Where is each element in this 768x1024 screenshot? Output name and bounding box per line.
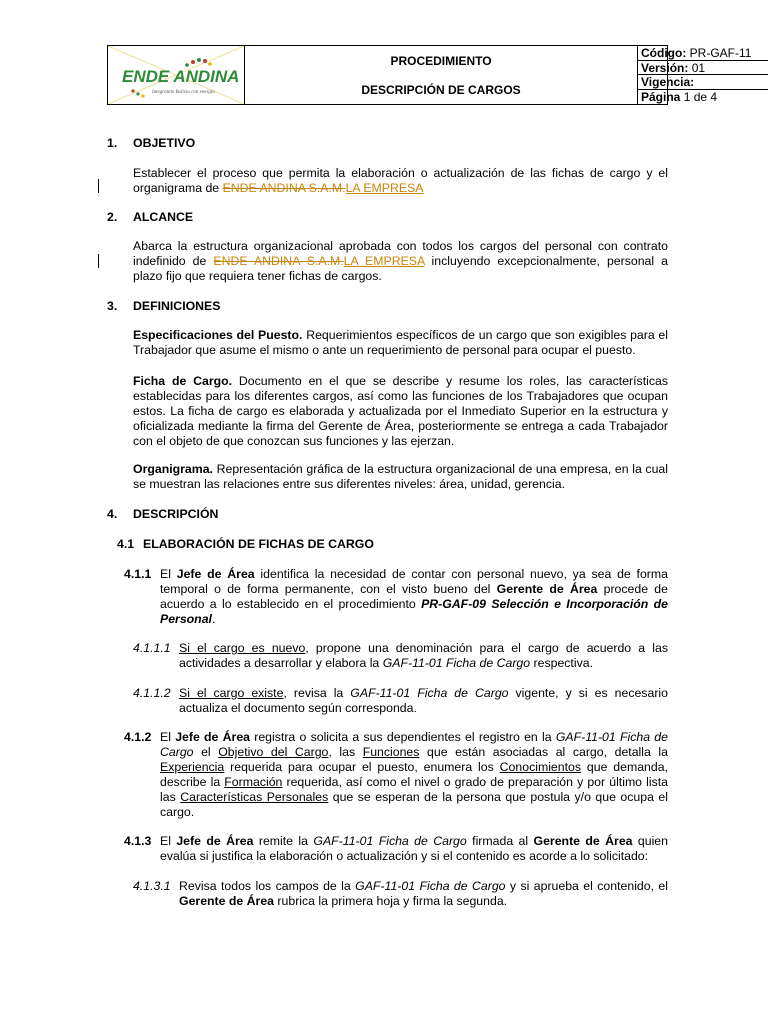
definition-ficha-de-cargo: Ficha de Cargo. Documento en el que se describe y resume los roles, las características establecidas para los diferentes cargos, así como las funciones de los Trabajadores que ocupan estos. La ficha de cargo es elaborada y actualizada por el Inmediato Superior en la estructura y oficializada mediante la firma del Gerente de Área, posteriormente se entrega a cada Trabajador con el objeto de que conozcan sus funciones y las ejerzan.	[133, 374, 668, 448]
document-title-cell	[245, 46, 638, 104]
section-3-title: DEFINICIONES	[133, 299, 221, 313]
section-4-number: 4.	[107, 507, 118, 521]
item-4-1-1-text: El Jefe de Área identifica la necesidad de contar con personal nuevo, ya sea de forma temporal o de forma permanente, con el visto bueno del Gerente de Área procede de acuerdo a lo establecido en el procedimiento PR-GAF-09 Selección e Incorporación de Personal.	[160, 567, 668, 626]
logo-graphic	[108, 46, 244, 104]
item-4-1-1-number: 4.1.1	[124, 567, 152, 581]
section-2-title: ALCANCE	[133, 210, 194, 224]
definition-especificaciones: Especificaciones del Puesto. Requerimientos específicos de un cargo que son exigibles para el Trabajador que asume el mismo o ante un requerimiento de personal para ocupar el puesto.	[133, 328, 669, 357]
subsection-4-1-number: 4.1	[117, 537, 135, 551]
section-1-title: OBJETIVO	[133, 136, 196, 150]
section-4-title: DESCRIPCIÓN	[133, 507, 219, 521]
subsection-4-1-title: ELABORACIÓN DE FICHAS DE CARGO	[143, 537, 374, 551]
item-4-1-1-1-number: 4.1.1.1	[133, 641, 171, 655]
section-1-text: Establecer el proceso que permita la elaboración o actualización de las fichas de cargo y el organigrama de ENDE ANDINA S.A.M.LA EMPRESA	[133, 166, 668, 195]
meta-pagina: Página 1 de 4	[641, 89, 718, 104]
deleted-text: ENDE ANDINA S.A.M.	[213, 254, 344, 268]
document-title: DESCRIPCIÓN DE CARGOS	[361, 83, 521, 97]
company-logo	[108, 46, 245, 104]
deleted-text: ENDE ANDINA S.A.M.	[222, 181, 346, 195]
meta-vigencia: Vigencia:	[638, 75, 768, 90]
item-4-1-1-2-number: 4.1.1.2	[133, 686, 171, 700]
section-3-number: 3.	[107, 299, 118, 313]
item-4-1-1-1-text: Si el cargo es nuevo, propone una denominación para el cargo de acuerdo a las actividades a desarrollar y elabora la GAF-11-01 Ficha de Cargo respectiva.	[179, 641, 668, 670]
item-4-1-3-text: El Jefe de Área remite la GAF-11-01 Ficha de Cargo firmada al Gerente de Área quien evalúa si justifica la elaboración o actualización y si el contenido es acorde a lo solicitado:	[160, 834, 668, 863]
revision-bar	[98, 254, 99, 268]
logo-tagline: Integrando Bolivia con energía	[152, 90, 215, 95]
document-header	[107, 45, 752, 105]
item-4-1-2-text: El Jefe de Área registra o solicita a sus dependientes el registro en la GAF-11-01 Ficha de Cargo el Objetivo del Cargo, las Funciones que están asociadas al cargo, detalla la Experiencia requerida para ocupar el puesto, enumera los Conocimientos que demanda, describe la Formación requerida, así como el nivel o grado de preparación y por último lista las Características Personales que se esperan de la persona que postula y/o que ocupa el cargo.	[160, 730, 669, 819]
item-4-1-3-number: 4.1.3	[124, 834, 152, 848]
inserted-text: LA EMPRESA	[343, 254, 425, 268]
item-4-1-3-1-number: 4.1.3.1	[133, 879, 171, 893]
logo-wordmark: ENDE ANDINA	[122, 67, 240, 86]
item-4-1-1-2-text: Si el cargo existe, revisa la GAF-11-01 Ficha de Cargo vigente, y si es necesario actualiza el documento según corresponda.	[179, 686, 668, 715]
section-2-number: 2.	[107, 210, 118, 224]
section-2-text: Abarca la estructura organizacional aprobada con todos los cargos del personal con contrato indefinido de ENDE ANDINA S.A.M.LA EMPRESA incluyendo excepcionalmente, personal a plazo fijo que requiera tener fichas de cargos.	[133, 239, 669, 283]
section-1-number: 1.	[107, 136, 118, 150]
item-4-1-3-1-text: Revisa todos los campos de la GAF-11-01 Ficha de Cargo y si aprueba el contenido, el Gerente de Área rubrica la primera hoja y firma la segunda.	[179, 879, 668, 908]
meta-codigo: Código: PR-GAF-11	[638, 46, 768, 61]
revision-bar	[98, 179, 99, 193]
inserted-text: LA EMPRESA	[345, 181, 424, 195]
document-type: PROCEDIMIENTO	[390, 54, 492, 68]
definition-organigrama: Organigrama. Representación gráfica de la estructura organizacional de una empresa, en la cual se muestran las relaciones entre sus diferentes niveles: área, unidad, gerencia.	[133, 462, 668, 491]
item-4-1-2-number: 4.1.2	[124, 730, 152, 744]
meta-version: Versión: 01	[638, 61, 768, 76]
document-meta	[638, 46, 768, 104]
